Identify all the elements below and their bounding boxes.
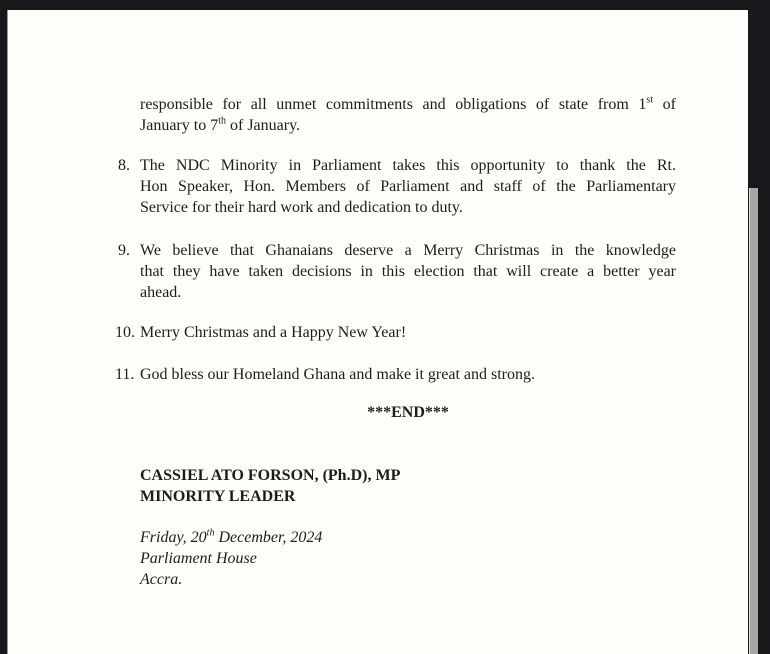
list-item-line: that they have taken decisions in this election that will create a better year bbox=[140, 263, 676, 280]
list-number: 11. bbox=[115, 366, 135, 383]
dateline-text: Friday, 20 bbox=[140, 529, 207, 546]
page-left-edge bbox=[7, 10, 8, 654]
paragraph-text: January to 7 bbox=[140, 117, 219, 134]
dateline-text: December, 2024 bbox=[214, 529, 323, 546]
ordinal-superscript: st bbox=[646, 94, 654, 106]
list-number: 8. bbox=[118, 157, 130, 174]
signature-name: CASSIEL ATO FORSON, (Ph.D), MP bbox=[140, 467, 401, 484]
app-frame-top bbox=[0, 0, 770, 10]
paragraph-line bbox=[140, 115, 676, 136]
dateline-date bbox=[140, 527, 676, 548]
signature-title: MINORITY LEADER bbox=[140, 488, 296, 505]
document-page bbox=[8, 10, 748, 654]
end-marker: ***END*** bbox=[367, 404, 449, 421]
signature-block bbox=[140, 465, 676, 507]
ordinal-superscript: th bbox=[218, 115, 226, 127]
app-frame-left bbox=[0, 0, 7, 654]
list-item-line: ahead. bbox=[140, 284, 182, 301]
paragraph-text: responsible for all unmet commitments and obligations of state from 1 bbox=[140, 96, 647, 113]
list-item-line: God bless our Homeland Ghana and make it great and strong. bbox=[140, 366, 536, 383]
paragraph-line bbox=[140, 94, 676, 115]
paragraph-continuation bbox=[140, 94, 676, 136]
ordinal-superscript: th bbox=[206, 527, 215, 539]
dateline-block bbox=[140, 527, 676, 590]
paragraph-text: of January. bbox=[225, 117, 301, 134]
list-item-line: Merry Christmas and a Happy New Year! bbox=[140, 324, 407, 341]
list-number: 10. bbox=[115, 324, 135, 341]
list-number: 9. bbox=[118, 242, 130, 259]
dateline-place: Parliament House bbox=[140, 550, 257, 567]
scrollbar-thumb[interactable] bbox=[749, 188, 758, 654]
list-item-line: We believe that Ghanaians deserve a Merry Christmas in the knowledge bbox=[140, 242, 676, 259]
list-item-line: Service for their hard work and dedication to duty. bbox=[140, 199, 463, 216]
list-item-line: The NDC Minority in Parliament takes this opportunity to thank the Rt. bbox=[140, 157, 676, 174]
dateline-city: Accra. bbox=[140, 571, 183, 588]
paragraph-text: of bbox=[653, 96, 677, 113]
list-item-line: Hon Speaker, Hon. Members of Parliament and staff of the Parliamentary bbox=[140, 178, 676, 195]
